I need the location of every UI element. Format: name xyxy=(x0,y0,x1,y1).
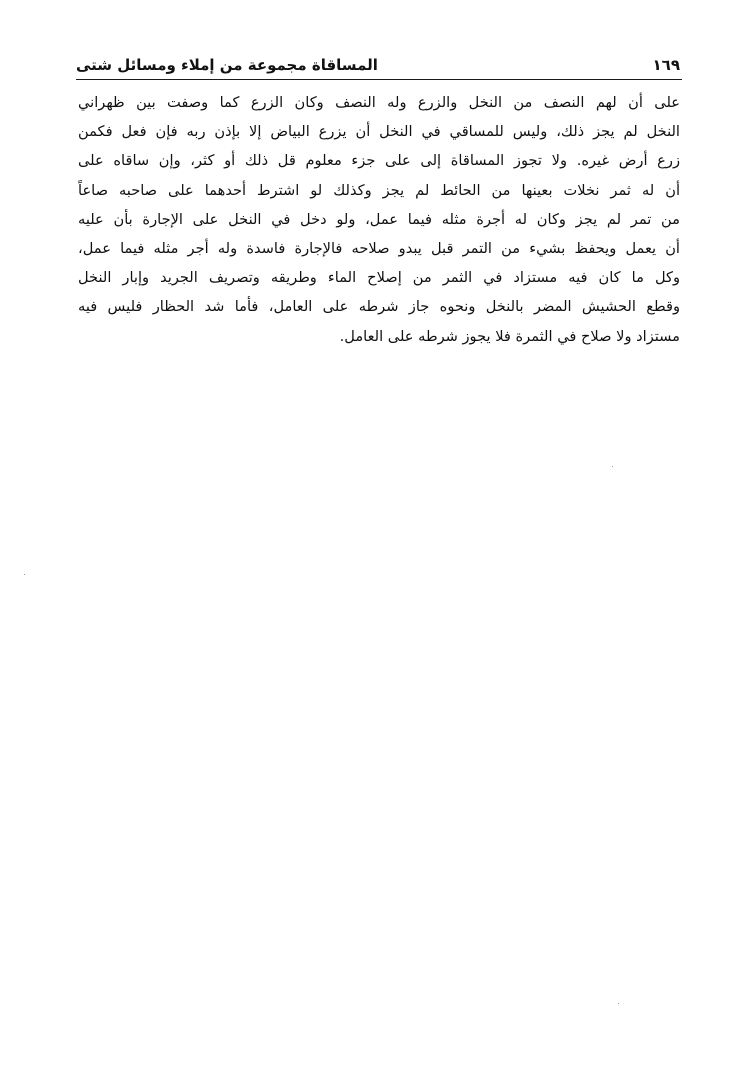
page-number: ١٦٩ xyxy=(652,56,680,74)
text-line-1: على أن لهم النصف من النخل والزرع وله النصف وكان الزرع كما وصفت بين ظهراني xyxy=(78,94,680,111)
text-line-5: من تمر لم يجز وكان له أجرة مثله فيما عمل، ولو دخل في النخل على الإجارة بأن عليه xyxy=(78,210,680,228)
text-line-4: أن له ثمر نخلات بعينها من الحائط لم يجز وكذلك لو اشترط أحدهما على صاحبه صاعاً xyxy=(78,181,680,199)
text-line-7: وكل ما كان فيه مستزاد في الثمر من إصلاح الماء وطريقه وتصريف الجريد وإبار النخل xyxy=(78,269,680,287)
text-line-3: زرع أرض غيره. ولا تجوز المساقاة إلى على جزء معلوم قل ذلك أو كثر، وإن ساقاه على xyxy=(78,152,680,170)
running-title: المساقاة مجموعة من إملاء ومسائل شتى xyxy=(76,56,378,74)
scan-speck xyxy=(24,574,25,575)
body-paragraph xyxy=(78,88,680,351)
text-line-9: مستزاد ولا صلاح في الثمرة فلا يجوز شرطه على العامل. xyxy=(339,327,680,345)
text-line-2: النخل لم يجز ذلك، وليس للمساقي في النخل أن يزرع البياض إلا بإذن ربه فإن فعل فكمن xyxy=(78,123,680,141)
text-line-8: وقطع الحشيش المضر بالنخل ونحوه جاز شرطه على العامل، فأما شد الحظار فليس فيه xyxy=(78,298,680,316)
scan-speck xyxy=(618,1003,619,1004)
running-header xyxy=(76,44,680,74)
header-rule xyxy=(76,79,682,80)
text-line-6: أن يعمل ويحفظ بشيء من التمر قبل يبدو صلاحه فالإجارة فاسدة وله أجر مثله فيما عمل، xyxy=(78,239,680,257)
scan-speck xyxy=(612,466,613,467)
